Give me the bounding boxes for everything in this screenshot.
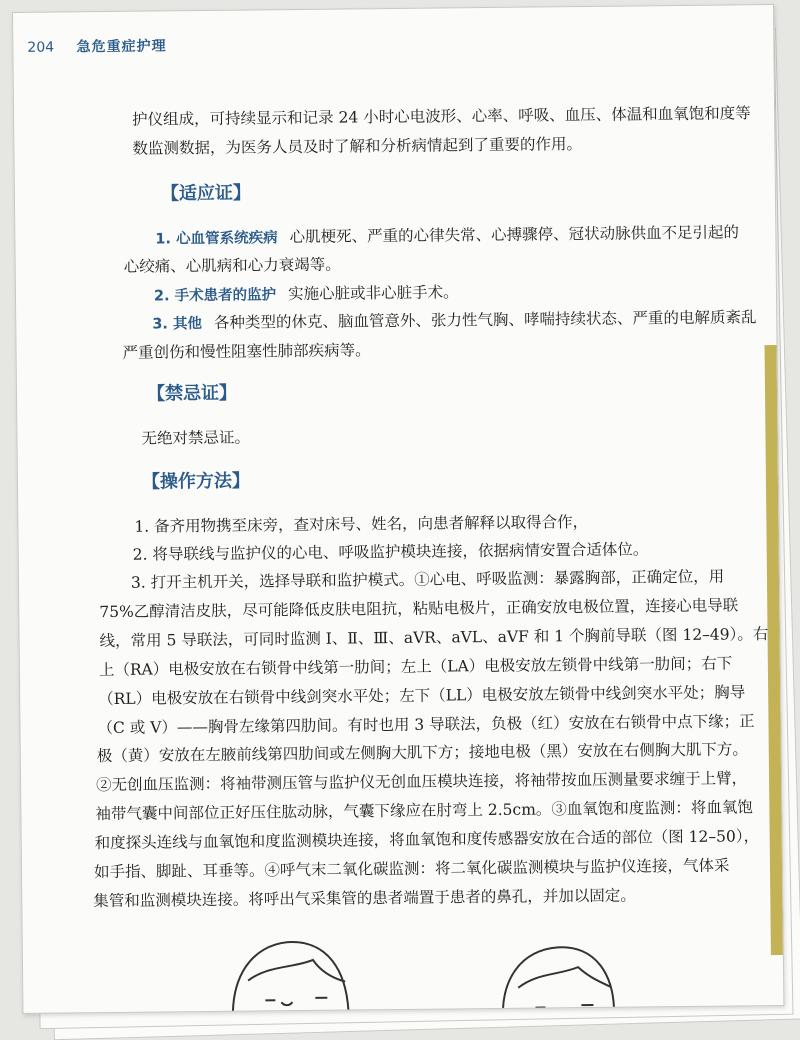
indication-item-3-cont: 严重创伤和慢性阻塞性肺部疾病等。 — [122, 341, 371, 362]
method-line: （RL）电极安放在右锁骨中线剑突水平处；左下（LL）电极安放左锁骨中线剑突水平处；胸导 — [98, 683, 746, 709]
indication-item-1 — [155, 219, 739, 252]
head-right — [502, 947, 614, 1014]
indication-label-2: 2. 手术患者的监护 — [153, 287, 277, 305]
indication-label-1: 1. 心血管系统疾病 — [155, 230, 278, 248]
method-heading: 【操作方法】 — [141, 470, 251, 493]
contraindications-text: 无绝对禁忌证。 — [141, 428, 251, 448]
intro-line-1: 护仪组成，可持续显示和记录 24 小时心电波形、心率、呼吸、血压、体温和血氧饱和度等 — [132, 104, 751, 129]
contraindications-heading: 【禁忌证】 — [146, 382, 238, 405]
indication-item-1-cont: 心绞痛、心肌病和心力衰竭等。 — [123, 255, 341, 276]
indication-text-2: 实施心脏或非心脏手术。 — [288, 283, 459, 304]
page-header — [27, 35, 166, 56]
method-line: ②无创血压监测：将袖带测压管与监护仪无创血压模块连接，将袖带按血压测量要求缠于上臂， — [96, 769, 748, 795]
indication-text-1: 心肌梗死、严重的心律失常、心搏骤停、冠状动脉供血不足引起的 — [289, 223, 740, 247]
patient-head-illustration — [173, 915, 774, 1014]
method-line: 2. 将导联线与监护仪的心电、呼吸监护模块连接，依据病情安置合适体位。 — [132, 540, 649, 564]
book-page — [12, 4, 784, 1014]
method-line: 极（黄）安放在左腋前线第四肋间或左侧胸大肌下方；接地电极（黑）安放在右侧胸大肌下方。 — [96, 740, 748, 766]
indication-label-3: 3. 其他 — [152, 316, 203, 333]
indications-heading: 【适应证】 — [160, 182, 252, 205]
method-line: 线，常用 5 导联法，可同时监测 Ⅰ、Ⅱ、Ⅲ、aVR、aVL、aVF 和 1 个胸前导联（图 12–49）。右 — [99, 625, 769, 651]
page-number: 204 — [27, 39, 55, 56]
head-left — [232, 941, 349, 1014]
method-line: 上（RA）电极安放在右锁骨中线第一肋间；左上（LA）电极安放左锁骨中线第一肋间；右下 — [98, 654, 733, 680]
method-line: 和度探头连线与血氧饱和度监测模块连接，将血氧饱和度传感器安放在合适的部位（图 12–50）， — [94, 827, 760, 853]
method-line: 如手指、脚趾、耳垂等。④呼气末二氧化碳监测：将二氧化碳监测模块与监护仪连接，气体采 — [93, 856, 730, 882]
method-line: （C 或 V）——胸骨左缘第四肋间。有时也用 3 导联法，负极（红）安放在右锁骨中点下缘；正 — [97, 712, 755, 738]
indication-item-2 — [154, 279, 459, 309]
method-line: 75%乙醇清洁皮肤，尽可能降低皮肤电阻抗，粘贴电极片，正确安放电极位置，连接心电导联 — [99, 596, 739, 622]
method-line: 1. 备齐用物携至床旁，查对床号、姓名，向患者解释以取得合作， — [134, 512, 589, 536]
method-line: 袖带气囊中间部位正好压住肱动脉，气囊下缘应在肘弯上 2.5cm。③血氧饱和度监测：将血氧饱 — [95, 798, 753, 824]
indication-text-3: 各种类型的休克、脑血管意外、张力性气胸、哮喘持续状态、严重的电解质紊乱 — [213, 308, 757, 332]
method-line: 集管和监测模块连接。将呼出气采集管的患者端置于患者的鼻孔，并加以固定。 — [93, 886, 636, 911]
intro-line-2: 数监测数据，为医务人员及时了解和分析病情起到了重要的作用。 — [132, 135, 583, 158]
method-line: 3. 打开主机开关，选择导联和监护模式。①心电、呼吸监测：暴露胸部，正确定位，用 — [130, 567, 725, 592]
indication-item-3 — [152, 304, 756, 337]
running-title: 急危重症护理 — [76, 38, 167, 56]
